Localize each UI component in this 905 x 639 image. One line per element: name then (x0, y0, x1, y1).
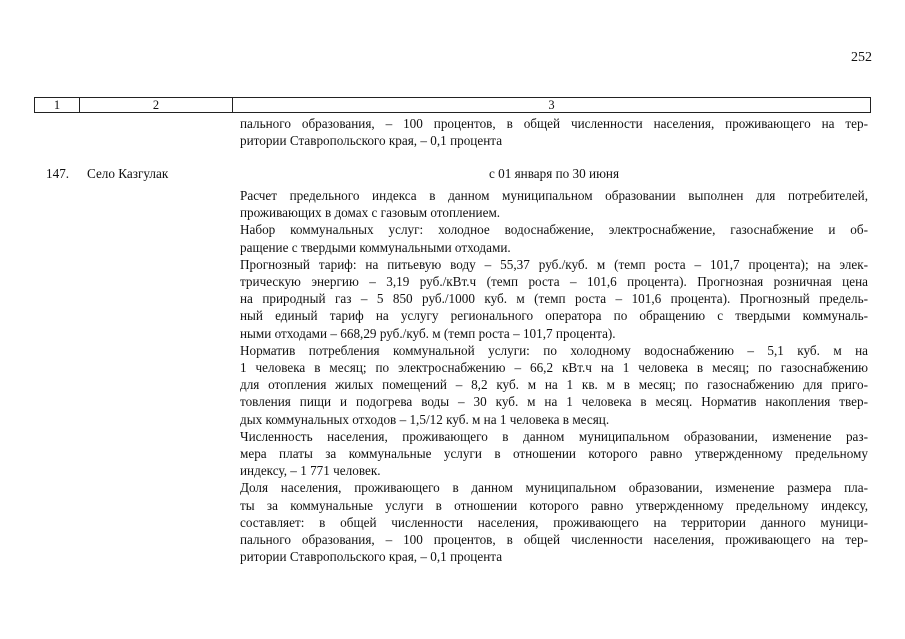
text-line: ный единый тариф на услугу регионального оператора по обращению с твердыми коммуналь- (240, 308, 868, 324)
text-line: товления пищи и подогрева воды – 30 куб. м на 1 человека в месяц. Норматив накопления твер- (240, 394, 868, 410)
text-line: Норматив потребления коммунальной услуги: по холодному водоснабжению – 5,1 куб. м на (240, 342, 868, 358)
continuation-text (240, 115, 868, 149)
text-line: Расчет предельного индекса в данном муниципальном образовании выполнен для потребителей, (240, 188, 868, 203)
text-line: пального образования, – 100 процентов, в общей численности населения, проживающего на тер- (240, 532, 868, 548)
text-line: Численность населения, проживающего в данном муниципальном образовании, изменение раз- (240, 428, 868, 444)
page-number: 252 (851, 50, 872, 65)
text-line: ритории Ставропольского края, – 0,1 процента (240, 549, 503, 565)
text-line: 1 человека в месяц; по электроснабжению – 66,2 кВт.ч на 1 человека в месяц; по газоснабжению (240, 360, 868, 376)
settlement-name: Село Казгулак (87, 166, 169, 181)
text-line: Набор коммунальных услуг: холодное водоснабжение, электроснабжение, газоснабжение и об- (240, 222, 868, 238)
table-header-row (34, 97, 871, 113)
text-line: ными отходами – 668,29 руб./куб. м (темп роста – 101,7 процента). (240, 325, 616, 341)
header-col-1: 1 (35, 98, 80, 112)
text-line: составляет: в общей численности населения, проживающего на территории данного муници- (240, 514, 868, 530)
text-line: на природный газ – 5 850 руб./1000 куб. м (темп роста – 101,6 процента). Прогнозный предель- (240, 291, 868, 307)
text-line: проживающих в домах с газовым отоплением. (240, 205, 501, 221)
text-line: Прогнозный тариф: на питьевую воду – 55,37 руб./куб. м (темп роста – 101,7 процента); на элек- (240, 256, 868, 272)
header-col-3: 3 (548, 98, 555, 112)
text-line: ты за коммунальные услуги в отношении которого равно утвержденному предельному индексу, (240, 497, 868, 513)
text-line: мера платы за коммунальные услуги в отношении которого равно утвержденному предельному (240, 446, 868, 462)
text-line: трическую энергию – 3,19 руб./кВт.ч (темп роста – 101,6 процента). Прогнозная розничная цена (240, 274, 868, 290)
text-line: Доля населения, проживающего в данном муниципальном образовании, изменение размера пла- (240, 480, 868, 496)
continuation-line: пального образования, – 100 процентов, в общей численности населения, проживающего на тер- (240, 116, 868, 131)
text-line: для отопления жилых помещений – 8,2 куб. м на 1 кв. м в месяц; по газоснабжению для приго- (240, 377, 868, 393)
text-line: индексу, – 1 771 человек. (240, 463, 381, 479)
period-label: с 01 января по 30 июня (488, 166, 620, 181)
text-line: дых коммунальных отходов – 1,5/12 куб. м на 1 человека в месяц. (240, 411, 610, 427)
row-number: 147. (46, 166, 70, 181)
text-line: ращение с твердыми коммунальными отходами. (240, 239, 511, 255)
main-text (240, 187, 868, 565)
continuation-line: ритории Ставропольского края, – 0,1 процента (240, 133, 503, 149)
header-col-2: 2 (80, 98, 233, 112)
